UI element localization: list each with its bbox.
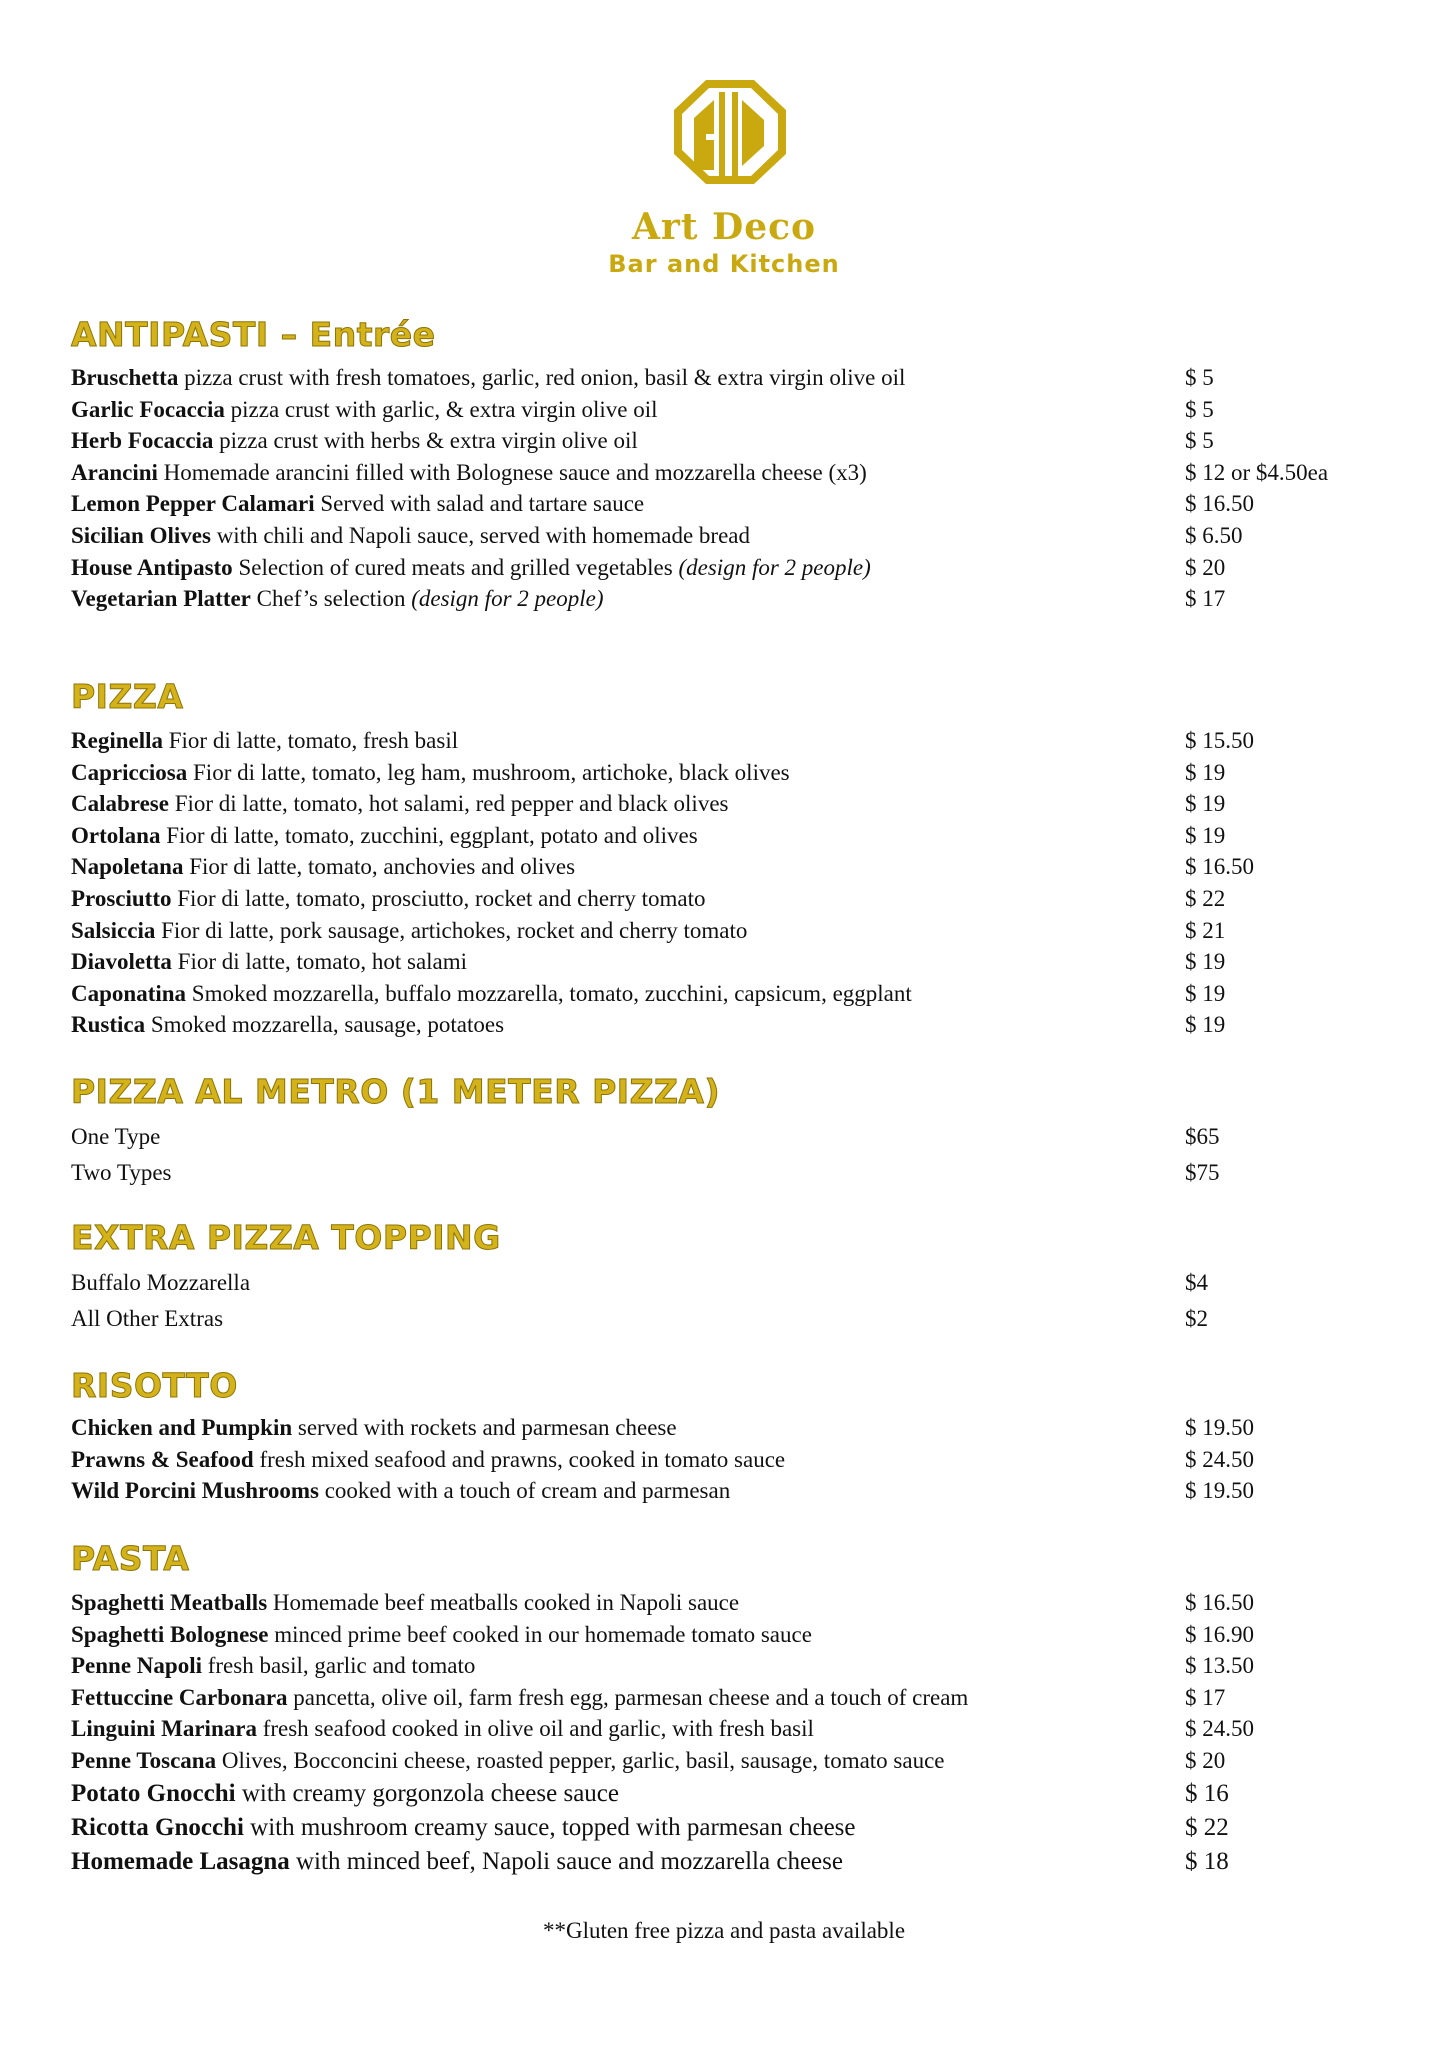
- item-price: $ 17: [1185, 1684, 1226, 1710]
- menu-item: [71, 488, 1401, 520]
- item-price: $ 6.50: [1185, 522, 1243, 548]
- item-name: Caponatina: [71, 980, 187, 1006]
- item-description: pizza crust with herbs & extra virgin olive oil: [219, 428, 638, 454]
- item-name: Rustica: [71, 1012, 146, 1038]
- item-price: $ 22: [1185, 885, 1226, 911]
- menu-item: [71, 1682, 1401, 1714]
- item-text: [71, 1119, 1183, 1155]
- item-name: Prawns & Seafood: [71, 1446, 254, 1472]
- item-text: [71, 1745, 1183, 1777]
- item-price: $ 12 or $4.50ea: [1185, 459, 1329, 485]
- menu-item: [71, 1845, 1401, 1879]
- item-text: [71, 583, 1183, 615]
- brand-tagline: Bar and Kitchen: [608, 250, 840, 278]
- item-price: $ 19.50: [1185, 1415, 1254, 1440]
- item-text: [71, 1682, 1183, 1714]
- item-description: cooked with a touch of cream and parmesan: [324, 1478, 731, 1504]
- item-name: Herb Focaccia: [71, 428, 214, 454]
- section-metro: [71, 1072, 1401, 1185]
- item-text: [71, 1845, 1183, 1879]
- item-text: [71, 1650, 1183, 1682]
- item-description: with mushroom creamy sauce, topped with parmesan cheese: [250, 1813, 856, 1841]
- item-description: fresh mixed seafood and prawns, cooked in tomato sauce: [259, 1446, 786, 1472]
- item-note: (design for 2 people): [678, 554, 871, 580]
- item-price: $ 16.50: [1185, 1590, 1254, 1615]
- item-price: $ 18: [1185, 1847, 1229, 1875]
- item-text: [71, 425, 1183, 457]
- item-name: Fettuccine Carbonara: [71, 1684, 288, 1710]
- item-description: Fior di latte, pork sausage, artichokes, rocket and cherry tomato: [161, 917, 748, 943]
- item-text: [71, 946, 1183, 978]
- menu-item: [71, 1475, 1401, 1507]
- item-description: Fior di latte, tomato, fresh basil: [168, 728, 459, 753]
- art-deco-logo: [672, 78, 788, 186]
- item-price: $ 19: [1185, 791, 1226, 817]
- item-description: Fior di latte, tomato, anchovies and olives: [189, 854, 576, 880]
- item-price: $75: [1185, 1160, 1220, 1185]
- section-heading: EXTRA PIZZA TOPPING: [71, 1218, 501, 1257]
- item-price: $ 17: [1185, 586, 1226, 612]
- item-price: $ 20: [1185, 554, 1226, 580]
- item-price: $ 15.50: [1185, 728, 1254, 753]
- section-heading: RISOTTO: [71, 1366, 238, 1405]
- item-text: [71, 757, 1183, 789]
- item-description: Fior di latte, tomato, zucchini, eggplant, potato and olives: [166, 822, 698, 848]
- section-heading: ANTIPASTI – Entrée: [71, 315, 436, 354]
- item-description: Homemade beef meatballs cooked in Napoli sauce: [272, 1590, 740, 1615]
- section-extra: [71, 1218, 1401, 1331]
- item-description: Buffalo Mozzarella: [71, 1270, 251, 1295]
- item-text: [71, 915, 1183, 947]
- item-description: Fior di latte, tomato, leg ham, mushroom, artichoke, black olives: [193, 759, 790, 785]
- item-price: $ 19: [1185, 1012, 1226, 1038]
- item-price: $4: [1185, 1270, 1208, 1295]
- item-text: [71, 362, 1183, 394]
- section-antipasti: [71, 315, 1401, 612]
- menu-item: [71, 820, 1401, 852]
- section-heading: PASTA: [71, 1539, 190, 1578]
- menu-item: [71, 1587, 1401, 1619]
- section-heading: PIZZA AL METRO (1 METER PIZZA): [71, 1072, 721, 1111]
- menu-item: [71, 1745, 1401, 1777]
- menu-item: [71, 1119, 1401, 1155]
- item-text: [71, 883, 1183, 915]
- item-text: [71, 1811, 1183, 1845]
- item-name: Arancini: [71, 459, 158, 485]
- item-description: All Other Extras: [71, 1306, 224, 1331]
- menu-item: [71, 1713, 1401, 1745]
- item-price: $ 20: [1185, 1747, 1226, 1773]
- item-price: $ 16.50: [1185, 854, 1254, 880]
- menu-item: [71, 851, 1401, 883]
- item-name: Capricciosa: [71, 759, 188, 785]
- item-text: [71, 1301, 1183, 1337]
- item-description: served with rockets and parmesan cheese: [297, 1415, 677, 1440]
- item-price: $ 24.50: [1185, 1446, 1254, 1472]
- item-description: with chili and Napoli sauce, served with homemade bread: [216, 522, 750, 548]
- item-description: fresh basil, garlic and tomato: [207, 1653, 476, 1679]
- item-name: Potato Gnocchi: [71, 1779, 236, 1807]
- item-price: $ 19: [1185, 822, 1226, 848]
- item-price: $ 16: [1185, 1779, 1229, 1807]
- item-description: Smoked mozzarella, sausage, potatoes: [150, 1012, 505, 1038]
- item-price: $ 22: [1185, 1813, 1229, 1841]
- item-name: Bruschetta: [71, 365, 179, 390]
- item-text: [71, 457, 1183, 489]
- item-note: (design for 2 people): [411, 586, 604, 612]
- item-text: [71, 851, 1183, 883]
- item-text: [71, 488, 1183, 520]
- item-description: with creamy gorgonzola cheese sauce: [241, 1779, 619, 1807]
- item-name: Wild Porcini Mushrooms: [71, 1478, 319, 1504]
- menu-item: [71, 883, 1401, 915]
- menu-item: [71, 1619, 1401, 1651]
- section-heading: PIZZA: [71, 677, 184, 716]
- item-text: [71, 788, 1183, 820]
- item-description: Olives, Bocconcini cheese, roasted pepper, garlic, basil, sausage, tomato sauce: [221, 1747, 945, 1773]
- item-price: $ 16.90: [1185, 1621, 1254, 1647]
- item-name: Spaghetti Meatballs: [71, 1590, 268, 1615]
- menu-item: [71, 583, 1401, 615]
- menu-item: [71, 394, 1401, 426]
- menu-item: [71, 978, 1401, 1010]
- item-description: with minced beef, Napoli sauce and mozzarella cheese: [296, 1847, 843, 1875]
- item-price: $ 19: [1185, 980, 1226, 1006]
- item-name: Chicken and Pumpkin: [71, 1415, 293, 1440]
- section-risotto: [71, 1366, 1401, 1504]
- item-price: $ 19: [1185, 949, 1226, 975]
- item-description: Two Types: [71, 1160, 172, 1185]
- section-pasta: [71, 1539, 1401, 1875]
- menu-item: [71, 1444, 1401, 1476]
- item-name: Ricotta Gnocchi: [71, 1813, 244, 1841]
- menu-item: [71, 1009, 1401, 1041]
- item-description: Selection of cured meats and grilled vegetables: [238, 554, 673, 580]
- brand-name: Art Deco: [631, 206, 817, 248]
- item-name: Reginella: [71, 728, 163, 753]
- menu-item: [71, 1265, 1401, 1301]
- item-name: Penne Toscana: [71, 1747, 217, 1773]
- item-name: Penne Napoli: [71, 1653, 202, 1679]
- item-name: Sicilian Olives: [71, 522, 211, 548]
- menu-item: [71, 946, 1401, 978]
- item-name: Lemon Pepper Calamari: [71, 491, 315, 517]
- item-description: Homemade arancini filled with Bolognese sauce and mozzarella cheese (x3): [163, 459, 867, 485]
- item-name: Napoletana: [71, 854, 184, 880]
- item-price: $2: [1185, 1306, 1208, 1331]
- menu-item: [71, 1155, 1401, 1191]
- item-description: fresh seafood cooked in olive oil and garlic, with fresh basil: [262, 1716, 814, 1742]
- item-price: $ 24.50: [1185, 1716, 1254, 1742]
- item-text: [71, 394, 1183, 426]
- item-text: [71, 1265, 1183, 1301]
- item-name: Vegetarian Platter: [71, 586, 251, 612]
- item-text: [71, 820, 1183, 852]
- menu-item: [71, 1650, 1401, 1682]
- item-price: $ 19: [1185, 759, 1226, 785]
- item-text: [71, 1475, 1183, 1507]
- item-text: [71, 552, 1183, 584]
- menu-item: [71, 552, 1401, 584]
- item-price: $65: [1185, 1124, 1220, 1149]
- gluten-free-note: **Gluten free pizza and pasta available: [542, 1918, 906, 1943]
- item-description: minced prime beef cooked in our homemade tomato sauce: [274, 1621, 812, 1647]
- menu-item: [71, 788, 1401, 820]
- item-name: Diavoletta: [71, 949, 172, 975]
- menu-item: [71, 425, 1401, 457]
- item-text: [71, 1777, 1183, 1811]
- item-description: pancetta, olive oil, farm fresh egg, parmesan cheese and a touch of cream: [293, 1684, 969, 1710]
- item-name: Linguini Marinara: [71, 1716, 257, 1742]
- item-name: House Antipasto: [71, 554, 233, 580]
- item-text: [71, 1619, 1183, 1651]
- item-description: pizza crust with fresh tomatoes, garlic, red onion, basil & extra virgin olive oil: [184, 365, 906, 390]
- menu-item: [71, 725, 1401, 757]
- item-text: [71, 1009, 1183, 1041]
- item-text: [71, 1412, 1183, 1444]
- item-description: Served with salad and tartare sauce: [320, 491, 645, 517]
- item-price: $ 5: [1185, 396, 1214, 422]
- item-price: $ 5: [1185, 365, 1214, 390]
- item-text: [71, 725, 1183, 757]
- item-price: $ 13.50: [1185, 1653, 1254, 1679]
- menu-item: [71, 1301, 1401, 1337]
- item-name: Calabrese: [71, 791, 169, 817]
- item-text: [71, 978, 1183, 1010]
- menu-item: [71, 1412, 1401, 1444]
- item-price: $ 21: [1185, 917, 1226, 943]
- item-price: $ 19.50: [1185, 1478, 1254, 1504]
- item-name: Prosciutto: [71, 885, 172, 911]
- item-description: Chef’s selection: [256, 586, 406, 612]
- item-description: Fior di latte, tomato, hot salami, red pepper and black olives: [174, 791, 729, 817]
- item-text: [71, 1444, 1183, 1476]
- item-text: [71, 520, 1183, 552]
- item-name: Ortolana: [71, 822, 161, 848]
- item-name: Spaghetti Bolognese: [71, 1621, 269, 1647]
- item-name: Homemade Lasagna: [71, 1847, 290, 1875]
- menu-item: [71, 1811, 1401, 1845]
- item-description: pizza crust with garlic, & extra virgin olive oil: [230, 396, 658, 422]
- item-description: Smoked mozzarella, buffalo mozzarella, tomato, zucchini, capsicum, eggplant: [191, 980, 912, 1006]
- item-name: Garlic Focaccia: [71, 396, 225, 422]
- item-description: Fior di latte, tomato, hot salami: [177, 949, 468, 975]
- menu-item: [71, 457, 1401, 489]
- item-price: $ 5: [1185, 428, 1214, 454]
- menu-item: [71, 1777, 1401, 1811]
- menu-item: [71, 757, 1401, 789]
- menu-item: [71, 362, 1401, 394]
- section-pizza: [71, 677, 1401, 1038]
- item-name: Salsiccia: [71, 917, 156, 943]
- item-description: Fior di latte, tomato, prosciutto, rocket and cherry tomato: [177, 885, 706, 911]
- item-text: [71, 1713, 1183, 1745]
- item-text: [71, 1155, 1183, 1191]
- menu-item: [71, 520, 1401, 552]
- item-text: [71, 1587, 1183, 1619]
- menu-item: [71, 915, 1401, 947]
- item-price: $ 16.50: [1185, 491, 1254, 517]
- item-description: One Type: [71, 1124, 161, 1149]
